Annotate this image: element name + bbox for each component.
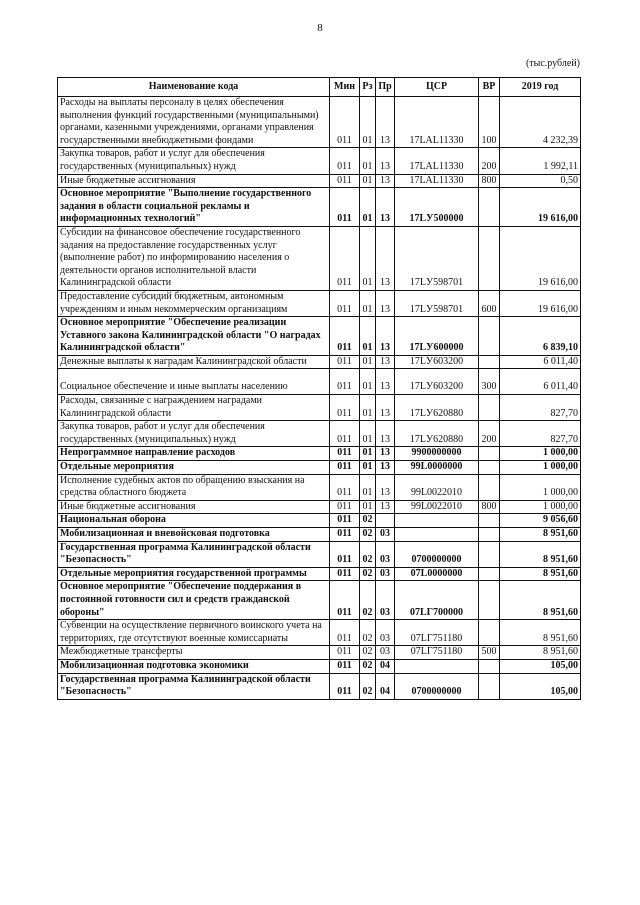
cell-amount: 1 992,11	[500, 148, 581, 174]
cell-min: 011	[330, 188, 360, 227]
table-header-row	[58, 78, 581, 97]
table-row	[58, 541, 581, 567]
table-row	[58, 567, 581, 581]
cell-csr	[395, 659, 479, 673]
table-row	[58, 646, 581, 660]
table-row	[58, 659, 581, 673]
cell-csr	[395, 528, 479, 542]
cell-min: 011	[330, 514, 360, 528]
cell-name: Основное мероприятие "Обеспечение реализации Уставного закона Калининградской области "О наградах Калининградской области"	[58, 317, 330, 356]
table-row	[58, 581, 581, 620]
cell-name: Закупка товаров, работ и услуг для обеспечения государственных (муниципальных) нужд	[58, 148, 330, 174]
cell-min: 011	[330, 369, 360, 395]
cell-name: Закупка товаров, работ и услуг для обеспечения государственных (муниципальных) нужд	[58, 421, 330, 447]
cell-amount: 0,50	[500, 174, 581, 188]
cell-pr: 13	[376, 317, 395, 356]
cell-vr	[479, 514, 500, 528]
table-row	[58, 620, 581, 646]
cell-rz: 02	[360, 541, 376, 567]
cell-name: Отдельные мероприятия	[58, 461, 330, 475]
cell-pr: 03	[376, 541, 395, 567]
cell-rz: 01	[360, 369, 376, 395]
cell-pr: 13	[376, 461, 395, 475]
cell-vr	[479, 541, 500, 567]
cell-rz: 01	[360, 421, 376, 447]
cell-name: Субвенции на осуществление первичного воинского учета на территориях, где отсутствуют военные комиссариаты	[58, 620, 330, 646]
cell-name: Межбюджетные трансферты	[58, 646, 330, 660]
header-rz: Рз	[360, 78, 376, 97]
cell-vr: 800	[479, 500, 500, 514]
header-name: Наименование кода	[58, 78, 330, 97]
cell-name: Национальная оборона	[58, 514, 330, 528]
cell-rz: 01	[360, 174, 376, 188]
cell-pr: 13	[376, 355, 395, 369]
cell-rz: 01	[360, 290, 376, 316]
cell-name: Расходы на выплаты персоналу в целях обеспечения выполнения функций государственными (муниципальными) органами, казенными учреждениями, органами управления государственными внебюджетными фондами	[58, 97, 330, 148]
cell-vr	[479, 528, 500, 542]
cell-vr	[479, 567, 500, 581]
cell-min: 011	[330, 174, 360, 188]
header-csr: ЦСР	[395, 78, 479, 97]
cell-vr	[479, 461, 500, 475]
cell-csr: 9900000000	[395, 447, 479, 461]
cell-min: 011	[330, 620, 360, 646]
cell-pr: 03	[376, 567, 395, 581]
cell-csr: 99L0022010	[395, 474, 479, 500]
cell-min: 011	[330, 355, 360, 369]
table-row	[58, 317, 581, 356]
units-label: (тыс.рублей)	[525, 58, 580, 69]
cell-min: 011	[330, 317, 360, 356]
cell-pr: 03	[376, 620, 395, 646]
table-body	[58, 97, 581, 700]
cell-pr: 13	[376, 290, 395, 316]
cell-name: Мобилизационная подготовка экономики	[58, 659, 330, 673]
table-row	[58, 188, 581, 227]
cell-min: 011	[330, 97, 360, 148]
cell-vr	[479, 620, 500, 646]
cell-min: 011	[330, 447, 360, 461]
cell-amount: 827,70	[500, 395, 581, 421]
cell-rz: 02	[360, 646, 376, 660]
cell-rz: 02	[360, 514, 376, 528]
table-row	[58, 369, 581, 395]
cell-vr: 300	[479, 369, 500, 395]
cell-pr: 13	[376, 500, 395, 514]
cell-name: Иные бюджетные ассигнования	[58, 500, 330, 514]
cell-pr: 13	[376, 97, 395, 148]
cell-rz: 01	[360, 317, 376, 356]
cell-min: 011	[330, 528, 360, 542]
cell-amount: 19 616,00	[500, 188, 581, 227]
cell-min: 011	[330, 148, 360, 174]
cell-amount: 8 951,60	[500, 581, 581, 620]
cell-csr: 07LГ700000	[395, 581, 479, 620]
cell-csr: 07LГ751180	[395, 620, 479, 646]
cell-rz: 02	[360, 567, 376, 581]
cell-pr: 04	[376, 673, 395, 699]
cell-amount: 1 000,00	[500, 500, 581, 514]
cell-name: Мобилизационная и вневойсковая подготовка	[58, 528, 330, 542]
header-pr: Пр	[376, 78, 395, 97]
cell-min: 011	[330, 461, 360, 475]
cell-csr: 07L0000000	[395, 567, 479, 581]
budget-table	[57, 77, 581, 700]
cell-min: 011	[330, 500, 360, 514]
cell-amount: 1 000,00	[500, 447, 581, 461]
table-row	[58, 528, 581, 542]
cell-amount: 6 011,40	[500, 355, 581, 369]
cell-amount: 8 951,60	[500, 620, 581, 646]
cell-pr: 04	[376, 659, 395, 673]
cell-amount: 8 951,60	[500, 646, 581, 660]
cell-amount: 6 011,40	[500, 369, 581, 395]
cell-csr: 17LУ598701	[395, 226, 479, 290]
cell-pr: 03	[376, 646, 395, 660]
cell-pr: 13	[376, 188, 395, 227]
table-row	[58, 461, 581, 475]
cell-amount: 8 951,60	[500, 541, 581, 567]
cell-vr: 600	[479, 290, 500, 316]
cell-pr: 13	[376, 447, 395, 461]
cell-csr	[395, 514, 479, 528]
cell-rz: 01	[360, 447, 376, 461]
cell-vr	[479, 395, 500, 421]
cell-vr: 200	[479, 148, 500, 174]
table-row	[58, 500, 581, 514]
cell-amount: 8 951,60	[500, 567, 581, 581]
cell-min: 011	[330, 290, 360, 316]
cell-vr	[479, 581, 500, 620]
cell-pr: 13	[376, 369, 395, 395]
cell-csr: 99L0022010	[395, 500, 479, 514]
cell-amount: 19 616,00	[500, 290, 581, 316]
cell-rz: 01	[360, 395, 376, 421]
cell-vr: 800	[479, 174, 500, 188]
cell-pr: 03	[376, 581, 395, 620]
cell-vr	[479, 474, 500, 500]
cell-pr: 13	[376, 174, 395, 188]
cell-name: Социальное обеспечение и иные выплаты населению	[58, 369, 330, 395]
cell-pr: 13	[376, 226, 395, 290]
cell-min: 011	[330, 395, 360, 421]
cell-rz: 02	[360, 620, 376, 646]
cell-csr: 17LУ500000	[395, 188, 479, 227]
cell-amount: 4 232,39	[500, 97, 581, 148]
table-row	[58, 395, 581, 421]
table-row	[58, 226, 581, 290]
cell-amount: 105,00	[500, 659, 581, 673]
cell-csr: 17LAL11330	[395, 174, 479, 188]
cell-csr: 17LУ620880	[395, 421, 479, 447]
cell-min: 011	[330, 421, 360, 447]
page-number: 8	[317, 22, 323, 34]
table-row	[58, 514, 581, 528]
cell-vr	[479, 447, 500, 461]
cell-csr: 17LAL11330	[395, 97, 479, 148]
cell-amount: 9 056,60	[500, 514, 581, 528]
cell-name: Государственная программа Калининградской области "Безопасность"	[58, 673, 330, 699]
cell-name: Государственная программа Калининградской области "Безопасность"	[58, 541, 330, 567]
table-row	[58, 447, 581, 461]
cell-pr: 13	[376, 395, 395, 421]
cell-rz: 01	[360, 97, 376, 148]
cell-name: Исполнение судебных актов по обращению взыскания на средства областного бюджета	[58, 474, 330, 500]
cell-rz: 02	[360, 673, 376, 699]
cell-rz: 01	[360, 355, 376, 369]
cell-amount: 1 000,00	[500, 474, 581, 500]
cell-csr: 07LГ751180	[395, 646, 479, 660]
cell-csr: 0700000000	[395, 541, 479, 567]
cell-csr: 17LУ603200	[395, 369, 479, 395]
cell-csr: 17LУ603200	[395, 355, 479, 369]
cell-rz: 01	[360, 188, 376, 227]
cell-pr	[376, 514, 395, 528]
table-row	[58, 97, 581, 148]
cell-vr	[479, 188, 500, 227]
cell-name: Основное мероприятие "Обеспечение поддержания в постоянной готовности сил и средств гражданской обороны"	[58, 581, 330, 620]
table-row	[58, 673, 581, 699]
cell-csr: 17LУ600000	[395, 317, 479, 356]
cell-amount: 8 951,60	[500, 528, 581, 542]
cell-rz: 01	[360, 226, 376, 290]
cell-pr: 13	[376, 474, 395, 500]
cell-vr	[479, 355, 500, 369]
cell-name: Денежные выплаты к наградам Калининградской области	[58, 355, 330, 369]
header-min: Мин	[330, 78, 360, 97]
cell-rz: 02	[360, 528, 376, 542]
table-row	[58, 355, 581, 369]
cell-min: 011	[330, 581, 360, 620]
cell-min: 011	[330, 474, 360, 500]
cell-pr: 03	[376, 528, 395, 542]
table-row	[58, 290, 581, 316]
cell-rz: 01	[360, 500, 376, 514]
cell-vr	[479, 673, 500, 699]
cell-name: Основное мероприятие "Выполнение государственного задания в области социальной рекламы и информационных технологий"	[58, 188, 330, 227]
cell-rz: 02	[360, 659, 376, 673]
cell-name: Предоставление субсидий бюджетным, автономным учреждениям и иным некоммерческим организациям	[58, 290, 330, 316]
cell-min: 011	[330, 659, 360, 673]
cell-pr: 13	[376, 148, 395, 174]
cell-vr: 100	[479, 97, 500, 148]
cell-min: 011	[330, 673, 360, 699]
cell-csr: 0700000000	[395, 673, 479, 699]
cell-vr: 200	[479, 421, 500, 447]
cell-vr	[479, 226, 500, 290]
cell-rz: 01	[360, 148, 376, 174]
header-vr: ВР	[479, 78, 500, 97]
cell-name: Субсидии на финансовое обеспечение государственного задания на предоставление государственных услуг (выполнение работ) по информированию населения о деятельности органов исполнительной власти Калининградской области	[58, 226, 330, 290]
cell-amount: 19 616,00	[500, 226, 581, 290]
cell-amount: 827,70	[500, 421, 581, 447]
cell-vr: 500	[479, 646, 500, 660]
cell-min: 011	[330, 226, 360, 290]
cell-name: Расходы, связанные с награждением наградами Калининградской области	[58, 395, 330, 421]
table-row	[58, 148, 581, 174]
table-row	[58, 421, 581, 447]
cell-amount: 105,00	[500, 673, 581, 699]
cell-amount: 1 000,00	[500, 461, 581, 475]
table-row	[58, 474, 581, 500]
cell-name: Иные бюджетные ассигнования	[58, 174, 330, 188]
cell-rz: 02	[360, 581, 376, 620]
cell-rz: 01	[360, 461, 376, 475]
cell-amount: 6 839,10	[500, 317, 581, 356]
cell-csr: 17LAL11330	[395, 148, 479, 174]
cell-vr	[479, 659, 500, 673]
cell-min: 011	[330, 541, 360, 567]
cell-rz: 01	[360, 474, 376, 500]
cell-pr: 13	[376, 421, 395, 447]
cell-csr: 17LУ620880	[395, 395, 479, 421]
header-year: 2019 год	[500, 78, 581, 97]
cell-csr: 17LУ598701	[395, 290, 479, 316]
cell-name: Отдельные мероприятия государственной программы	[58, 567, 330, 581]
cell-min: 011	[330, 567, 360, 581]
cell-csr: 99L0000000	[395, 461, 479, 475]
cell-name: Непрограммное направление расходов	[58, 447, 330, 461]
cell-min: 011	[330, 646, 360, 660]
table-row	[58, 174, 581, 188]
cell-vr	[479, 317, 500, 356]
